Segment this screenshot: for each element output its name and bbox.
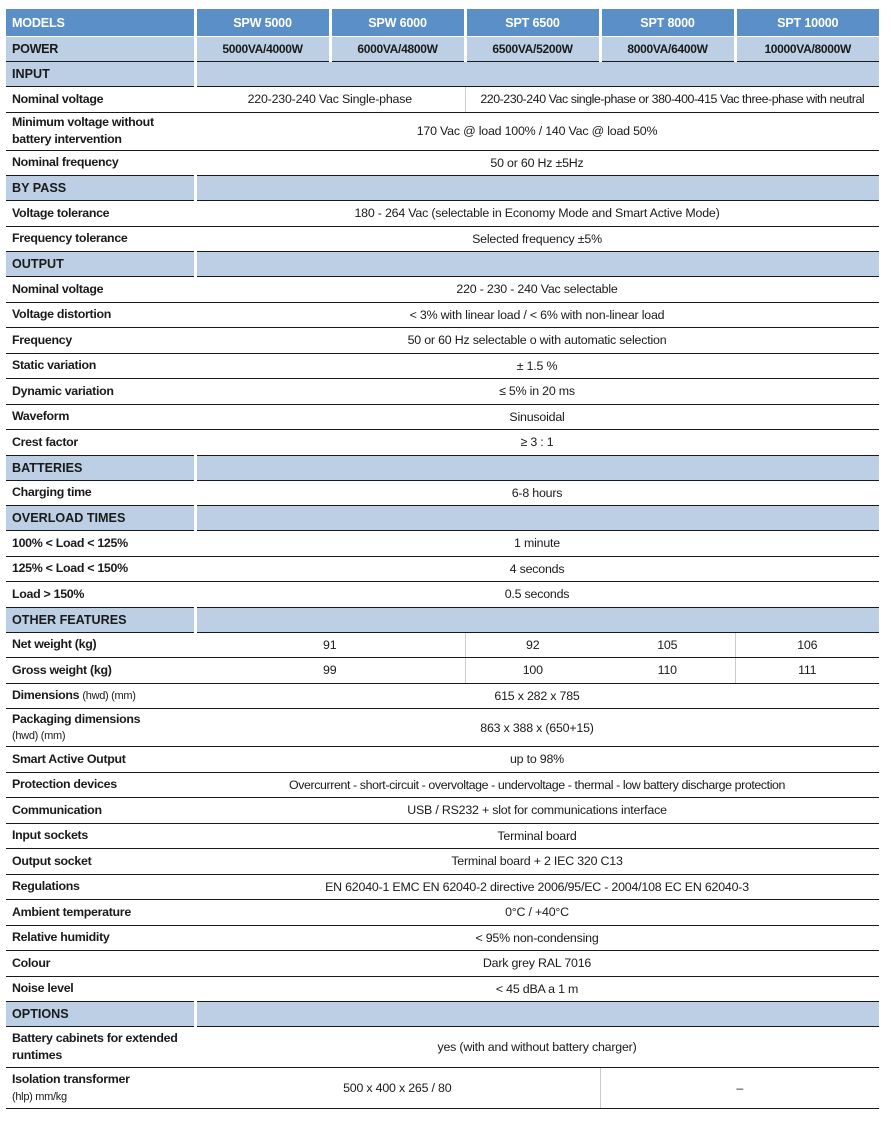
spec-value: Sinusoidal bbox=[195, 404, 879, 430]
power-label: POWER bbox=[6, 37, 195, 62]
spec-row bbox=[6, 328, 879, 354]
spec-value: 220-230-240 Vac Single-phase bbox=[195, 87, 465, 113]
spec-value: 91 bbox=[195, 632, 465, 658]
power-row bbox=[6, 37, 879, 62]
spec-label-unit: (hwd) (mm) bbox=[82, 690, 136, 703]
spec-value: 0.5 seconds bbox=[195, 582, 879, 608]
spec-label-line: runtimes bbox=[12, 1048, 62, 1062]
spec-row bbox=[6, 632, 879, 658]
section-output bbox=[6, 252, 879, 277]
spec-row bbox=[6, 379, 879, 405]
spec-label-text: Isolation transformer bbox=[12, 1072, 130, 1087]
spec-value: < 45 dBA a 1 m bbox=[195, 976, 879, 1002]
spec-label-text: Packaging dimensions bbox=[12, 711, 141, 726]
spec-label bbox=[6, 683, 195, 709]
spec-label: Static variation bbox=[6, 353, 195, 379]
spec-value: 180 - 264 Vac (selectable in Economy Mode and Smart Active Mode) bbox=[195, 201, 879, 227]
spec-value: 111 bbox=[735, 658, 879, 684]
spec-label: Nominal frequency bbox=[6, 150, 195, 176]
spec-label bbox=[6, 709, 195, 747]
spec-value: Terminal board + 2 IEC 320 C13 bbox=[195, 849, 879, 875]
section-input bbox=[6, 62, 879, 87]
spec-value: ≥ 3 : 1 bbox=[195, 430, 879, 456]
spec-label: Frequency bbox=[6, 328, 195, 354]
spec-label-line: Minimum voltage without bbox=[12, 115, 154, 130]
spec-label: Ambient temperature bbox=[6, 900, 195, 926]
spec-row bbox=[6, 798, 879, 824]
spec-label: Dynamic variation bbox=[6, 379, 195, 405]
spec-row bbox=[6, 404, 879, 430]
spec-row bbox=[6, 772, 879, 798]
spec-row bbox=[6, 87, 879, 113]
spec-label: Noise level bbox=[6, 976, 195, 1002]
spec-value: 500 x 400 x 265 / 80 bbox=[195, 1068, 600, 1109]
spec-row bbox=[6, 951, 879, 977]
spec-label: 100% < Load < 125% bbox=[6, 531, 195, 557]
spec-value: < 3% with linear load / < 6% with non-linear load bbox=[195, 302, 879, 328]
spec-value: Dark grey RAL 7016 bbox=[195, 951, 879, 977]
spec-value: 863 x 388 x (650+15) bbox=[195, 709, 879, 747]
spec-label: Voltage distortion bbox=[6, 302, 195, 328]
spec-row bbox=[6, 849, 879, 875]
spec-value: 92 bbox=[465, 632, 600, 658]
spec-row bbox=[6, 226, 879, 252]
spec-label: Communication bbox=[6, 798, 195, 824]
model-spw-5000: SPW 5000 bbox=[195, 9, 330, 37]
power-spt-8000: 8000VA/6400W bbox=[600, 37, 735, 62]
spec-label: Net weight (kg) bbox=[6, 632, 195, 658]
spec-label: Voltage tolerance bbox=[6, 201, 195, 227]
spec-value: 50 or 60 Hz selectable o with automatic selection bbox=[195, 328, 879, 354]
spec-value: 50 or 60 Hz ±5Hz bbox=[195, 150, 879, 176]
section-title: OVERLOAD TIMES bbox=[6, 506, 195, 531]
spec-value: EN 62040-1 EMC EN 62040-2 directive 2006/95/EC - 2004/108 EC EN 62040-3 bbox=[195, 874, 879, 900]
spec-value: Terminal board bbox=[195, 823, 879, 849]
spec-value: 220 - 230 - 240 Vac selectable bbox=[195, 277, 879, 303]
spec-row bbox=[6, 556, 879, 582]
spec-label: Waveform bbox=[6, 404, 195, 430]
spec-value: 100 bbox=[465, 658, 600, 684]
spec-value: 99 bbox=[195, 658, 465, 684]
spec-row bbox=[6, 531, 879, 557]
spec-row bbox=[6, 709, 879, 747]
model-spt-6500: SPT 6500 bbox=[465, 9, 600, 37]
model-spw-6000: SPW 6000 bbox=[330, 9, 465, 37]
model-spt-10000: SPT 10000 bbox=[735, 9, 879, 37]
spec-label: Load > 150% bbox=[6, 582, 195, 608]
spec-label: Frequency tolerance bbox=[6, 226, 195, 252]
section-batteries bbox=[6, 455, 879, 480]
spec-label-unit: (hlp) mm/kg bbox=[12, 1090, 67, 1103]
spec-label: Nominal voltage bbox=[6, 277, 195, 303]
spec-value: < 95% non-condensing bbox=[195, 925, 879, 951]
section-title: OUTPUT bbox=[6, 252, 195, 277]
section-other-features bbox=[6, 607, 879, 632]
spec-label: 125% < Load < 150% bbox=[6, 556, 195, 582]
spec-label: Input sockets bbox=[6, 823, 195, 849]
spec-value: Selected frequency ±5% bbox=[195, 226, 879, 252]
spec-value: up to 98% bbox=[195, 747, 879, 773]
spec-row bbox=[6, 823, 879, 849]
spec-label-text: Dimensions bbox=[12, 688, 80, 703]
spec-value: yes (with and without battery charger) bbox=[195, 1027, 879, 1068]
section-title: OPTIONS bbox=[6, 1002, 195, 1027]
spec-row bbox=[6, 900, 879, 926]
section-title: OTHER FEATURES bbox=[6, 607, 195, 632]
spec-row bbox=[6, 302, 879, 328]
spec-label: Gross weight (kg) bbox=[6, 658, 195, 684]
spec-label: Relative humidity bbox=[6, 925, 195, 951]
spec-value: 220-230-240 Vac single-phase or 380-400-415 Vac three-phase with neutral bbox=[465, 87, 879, 113]
section-title: BY PASS bbox=[6, 176, 195, 201]
spec-row bbox=[6, 582, 879, 608]
spec-value: 1 minute bbox=[195, 531, 879, 557]
spec-label-line: battery intervention bbox=[12, 132, 122, 146]
spec-row bbox=[6, 874, 879, 900]
spec-value: 0°C / +40°C bbox=[195, 900, 879, 926]
section-options bbox=[6, 1002, 879, 1027]
spec-row bbox=[6, 1027, 879, 1068]
spec-label: Charging time bbox=[6, 480, 195, 506]
models-header-row bbox=[6, 9, 879, 37]
spec-row bbox=[6, 112, 879, 150]
power-spw-5000: 5000VA/4000W bbox=[195, 37, 330, 62]
spec-row bbox=[6, 683, 879, 709]
spec-label: Crest factor bbox=[6, 430, 195, 456]
section-title: INPUT bbox=[6, 62, 195, 87]
spec-row bbox=[6, 201, 879, 227]
spec-row bbox=[6, 277, 879, 303]
spec-row bbox=[6, 925, 879, 951]
spec-label: Smart Active Output bbox=[6, 747, 195, 773]
spec-row bbox=[6, 353, 879, 379]
spec-value: USB / RS232 + slot for communications interface bbox=[195, 798, 879, 824]
spec-label: Nominal voltage bbox=[6, 87, 195, 113]
spec-row bbox=[6, 1068, 879, 1109]
spec-label-unit: (hwd) (mm) bbox=[12, 730, 66, 743]
spec-value: 110 bbox=[600, 658, 735, 684]
section-title: BATTERIES bbox=[6, 455, 195, 480]
models-label: MODELS bbox=[6, 9, 195, 37]
spec-row bbox=[6, 976, 879, 1002]
spec-value: – bbox=[600, 1068, 879, 1109]
spec-label: Output socket bbox=[6, 849, 195, 875]
spec-value: 4 seconds bbox=[195, 556, 879, 582]
spec-label: Regulations bbox=[6, 874, 195, 900]
model-spt-8000: SPT 8000 bbox=[600, 9, 735, 37]
power-spt-6500: 6500VA/5200W bbox=[465, 37, 600, 62]
spec-value: ≤ 5% in 20 ms bbox=[195, 379, 879, 405]
section-overload-times bbox=[6, 506, 879, 531]
spec-row bbox=[6, 430, 879, 456]
spec-label bbox=[6, 1068, 195, 1109]
spec-value: 170 Vac @ load 100% / 140 Vac @ load 50% bbox=[195, 112, 879, 150]
spec-value: 615 x 282 x 785 bbox=[195, 683, 879, 709]
spec-value: 106 bbox=[735, 632, 879, 658]
spec-label: Colour bbox=[6, 951, 195, 977]
spec-value: ± 1.5 % bbox=[195, 353, 879, 379]
spec-label-line: Battery cabinets for extended bbox=[12, 1031, 178, 1046]
spec-label bbox=[6, 1027, 195, 1068]
spec-value: 105 bbox=[600, 632, 735, 658]
spec-label bbox=[6, 112, 195, 150]
spec-row bbox=[6, 658, 879, 684]
spec-row bbox=[6, 747, 879, 773]
spec-value: 6-8 hours bbox=[195, 480, 879, 506]
spec-row bbox=[6, 150, 879, 176]
power-spw-6000: 6000VA/4800W bbox=[330, 37, 465, 62]
spec-row bbox=[6, 480, 879, 506]
spec-value: Overcurrent - short-circuit - overvoltage - undervoltage - thermal - low battery discharge protection bbox=[195, 772, 879, 798]
section-bypass bbox=[6, 176, 879, 201]
power-spt-10000: 10000VA/8000W bbox=[735, 37, 879, 62]
spec-label: Protection devices bbox=[6, 772, 195, 798]
spec-table bbox=[6, 9, 879, 1109]
